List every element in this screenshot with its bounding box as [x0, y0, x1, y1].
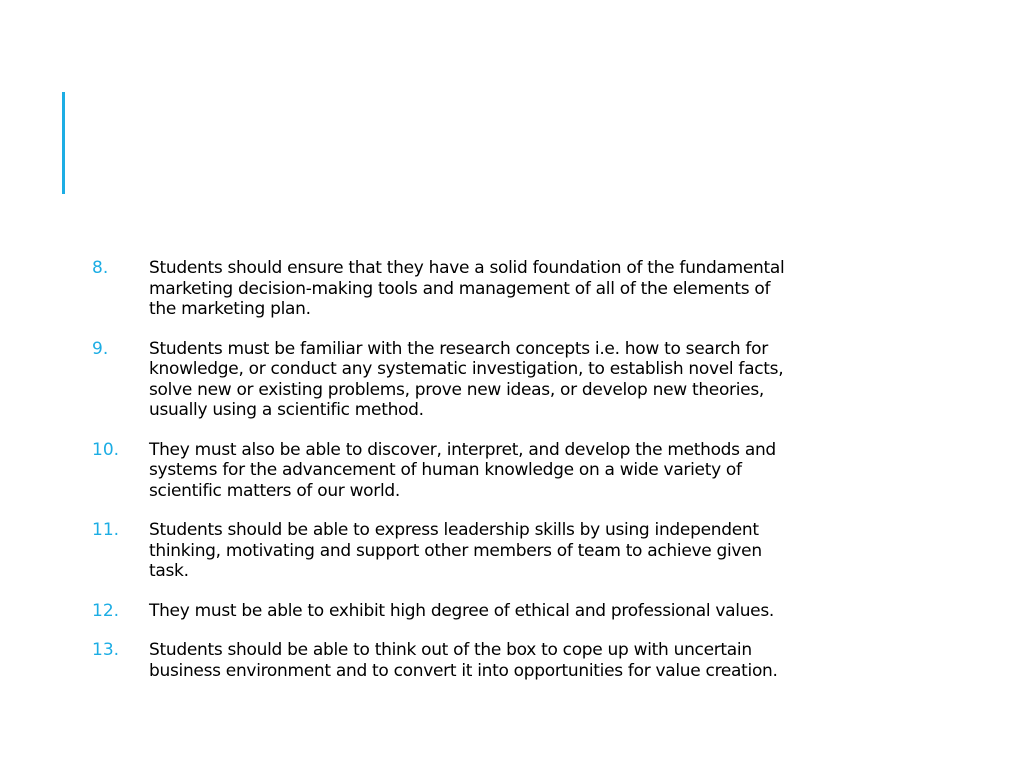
list-item [0, 601, 1024, 622]
list-item [0, 440, 1024, 502]
item-number: 9. [92, 338, 109, 359]
item-text-line: scientific matters of our world. [149, 480, 400, 501]
item-number: 10. [92, 439, 120, 460]
list-item [0, 640, 1024, 681]
item-text-line: business environment and to convert it into opportunities for value creation. [149, 660, 778, 681]
item-text-line: Students must be familiar with the research concepts i.e. how to search for [149, 338, 768, 359]
item-text [149, 601, 909, 622]
item-text-line: systems for the advancement of human knowledge on a wide variety of [149, 460, 742, 480]
item-text-line: marketing decision-making tools and management of all of the elements of [149, 278, 771, 299]
item-text-line: Students should ensure that they have a solid foundation of the fundamental [149, 258, 785, 278]
item-text [149, 339, 909, 421]
item-number: 11. [92, 520, 120, 540]
item-text [149, 440, 909, 502]
item-text-line: usually using a scientific method. [149, 400, 424, 420]
item-text [149, 258, 909, 320]
item-text-line: the marketing plan. [149, 299, 311, 319]
item-text-line: Students should be able to think out of the box to cope up with uncertain [149, 640, 752, 660]
list-item [0, 258, 1024, 320]
item-text [149, 640, 909, 681]
numbered-list [0, 258, 1024, 700]
item-number: 13. [92, 640, 120, 660]
list-item [0, 520, 1024, 582]
list-item [0, 339, 1024, 421]
item-text-line: They must be able to exhibit high degree of ethical and professional values. [149, 600, 775, 621]
item-number: 8. [92, 258, 109, 278]
item-text-line: knowledge, or conduct any systematic investigation, to establish novel facts, [149, 359, 784, 379]
accent-bar [62, 92, 65, 194]
item-text-line: task. [149, 561, 189, 581]
item-text-line: solve new or existing problems, prove new ideas, or develop new theories, [149, 379, 764, 400]
item-text-line: They must also be able to discover, interpret, and develop the methods and [149, 439, 776, 460]
item-text-line: thinking, motivating and support other members of team to achieve given [149, 540, 762, 561]
item-text [149, 520, 909, 582]
item-text-line: Students should be able to express leadership skills by using independent [149, 520, 759, 540]
item-number: 12. [92, 600, 120, 621]
